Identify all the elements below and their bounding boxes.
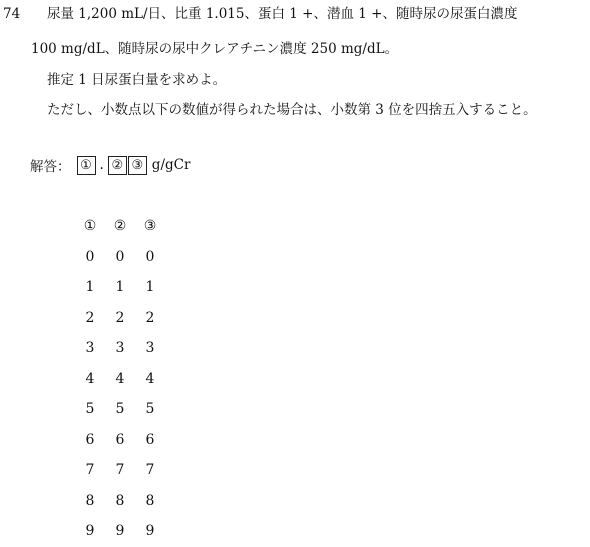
choice-digit-1[interactable]: 4: [85, 370, 95, 387]
choice-row: [75, 486, 165, 517]
choice-digit-2[interactable]: 6: [115, 431, 125, 448]
choice-digit-2[interactable]: 9: [115, 523, 125, 540]
choice-digit-2[interactable]: 5: [115, 401, 125, 418]
choice-digit-3[interactable]: 1: [145, 279, 155, 296]
answer-row: [30, 154, 190, 176]
choice-row: [75, 364, 165, 395]
choice-digit-1[interactable]: 7: [85, 462, 95, 479]
choice-row: [75, 242, 165, 273]
choice-digit-2[interactable]: 0: [115, 248, 125, 265]
question-line-2: 100 mg/dL、随時尿の尿中クレアチニン濃度 250 mg/dL。: [31, 41, 399, 57]
choice-digit-1[interactable]: 8: [85, 492, 95, 509]
decimal-point: .: [99, 157, 104, 173]
choice-digit-1[interactable]: 6: [85, 431, 95, 448]
choice-digit-3[interactable]: 6: [145, 431, 155, 448]
choice-digit-2[interactable]: 8: [115, 492, 125, 509]
choice-digit-3[interactable]: 9: [145, 523, 155, 540]
choice-row: [75, 303, 165, 334]
choice-row: [75, 394, 165, 425]
choice-header-3: ③: [143, 218, 157, 235]
choice-digit-2[interactable]: 2: [115, 309, 125, 326]
choice-row: [75, 516, 165, 547]
answer-label: 解答：: [30, 159, 71, 175]
choice-digit-2[interactable]: 1: [115, 279, 125, 296]
answer-slot-2[interactable]: ②: [108, 156, 127, 175]
question-line-4: ただし、小数点以下の数値が得られた場合は、小数第 3 位を四捨五入すること。: [47, 102, 537, 118]
choice-header-2: ②: [113, 218, 127, 235]
choice-row: [75, 272, 165, 303]
choice-digit-3[interactable]: 7: [145, 462, 155, 479]
choice-digit-2[interactable]: 7: [115, 462, 125, 479]
choice-digit-1[interactable]: 2: [85, 309, 95, 326]
answer-unit: g/gCr: [151, 157, 191, 173]
answer-slot-1[interactable]: ①: [77, 156, 96, 175]
choice-digit-1[interactable]: 0: [85, 248, 95, 265]
choice-row: [75, 455, 165, 486]
answer-slot-3[interactable]: ③: [128, 156, 147, 175]
choice-digit-1[interactable]: 3: [85, 340, 95, 357]
choice-digit-3[interactable]: 3: [145, 340, 155, 357]
choice-digit-3[interactable]: 8: [145, 492, 155, 509]
question-line-1: 尿量 1,200 mL/日、比重 1.015、蛋白 1 +、潜血 1 +、随時尿の尿蛋白濃度: [47, 6, 518, 22]
choice-header-1: ①: [83, 218, 97, 235]
choice-digit-1[interactable]: 1: [85, 279, 95, 296]
choice-digit-1[interactable]: 5: [85, 401, 95, 418]
question-line-3: 推定 1 日尿蛋白量を求めよ。: [47, 72, 227, 88]
choice-header-row: [75, 211, 165, 242]
choice-row: [75, 425, 165, 456]
choice-digit-3[interactable]: 2: [145, 309, 155, 326]
choice-grid: [75, 211, 165, 547]
choice-digit-1[interactable]: 9: [85, 523, 95, 540]
choice-digit-2[interactable]: 3: [115, 340, 125, 357]
question-number: 74: [3, 6, 21, 22]
choice-digit-3[interactable]: 0: [145, 248, 155, 265]
choice-digit-2[interactable]: 4: [115, 370, 125, 387]
choice-row: [75, 333, 165, 364]
choice-digit-3[interactable]: 5: [145, 401, 155, 418]
choice-digit-3[interactable]: 4: [145, 370, 155, 387]
